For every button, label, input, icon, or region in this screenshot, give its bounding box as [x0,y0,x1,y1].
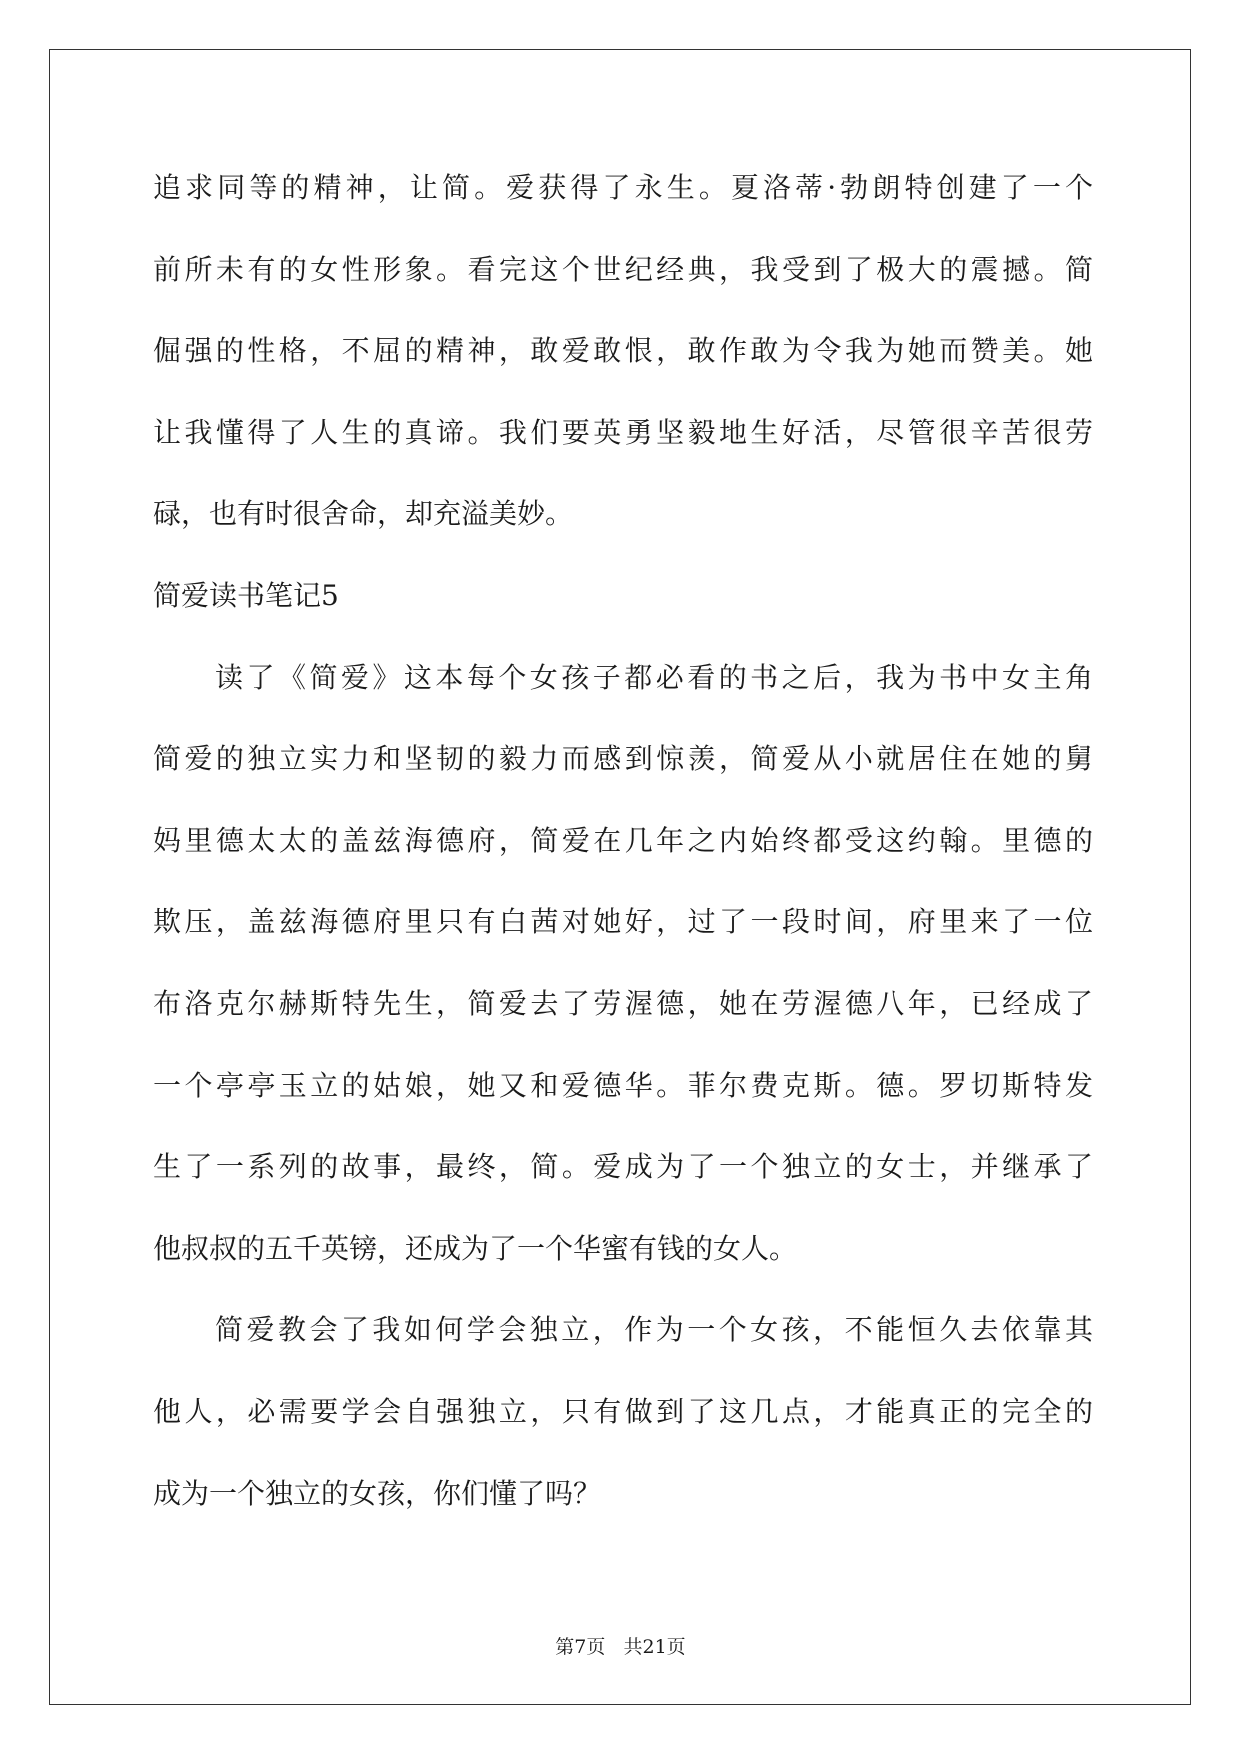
text-line: 读了《简爱》这本每个女孩子都必看的书之后，我为书中女主角 [215,660,1093,694]
text-line: 碌，也有时很舍命，却充溢美妙。 [153,497,574,531]
text-line: 让我懂得了人生的真谛。我们要英勇坚毅地生好活，尽管很辛苦很劳 [153,415,1093,449]
page-number-footer: 第7页 共21页 [555,1636,686,1658]
text-line: 生了一系列的故事，最终，简。爱成为了一个独立的女士，并继承了 [153,1150,1093,1184]
text-line: 简爱读书笔记5 [153,578,339,612]
text-line: 欺压，盖兹海德府里只有白茜对她好，过了一段时间，府里来了一位 [153,905,1093,939]
text-line: 他人，必需要学会自强独立，只有做到了这几点，才能真正的完全的 [153,1394,1093,1428]
text-line: 简爱的独立实力和坚韧的毅力而感到惊羡，简爱从小就居住在她的舅 [153,742,1093,776]
text-line: 他叔叔的五千英镑，还成为了一个华蜜有钱的女人。 [153,1231,798,1265]
text-line: 布洛克尔赫斯特先生，简爱去了劳渥德，她在劳渥德八年，已经成了 [153,986,1093,1020]
text-line: 一个亭亭玉立的姑娘，她又和爱德华。菲尔费克斯。德。罗切斯特发 [153,1068,1093,1102]
text-line: 简爱教会了我如何学会独立，作为一个女孩，不能恒久去依靠其 [215,1313,1093,1347]
text-line: 倔强的性格，不屈的精神，敢爱敢恨，敢作敢为令我为她而赞美。她 [153,334,1093,368]
text-line: 成为一个独立的女孩，你们懂了吗？ [153,1476,602,1510]
text-line: 追求同等的精神，让简。爱获得了永生。夏洛蒂·勃朗特创建了一个 [153,171,1093,204]
text-line: 妈里德太太的盖兹海德府，简爱在几年之内始终都受这约翰。里德的 [153,823,1093,857]
document-body [153,162,1093,1549]
text-line: 前所未有的女性形象。看完这个世纪经典，我受到了极大的震撼。简 [153,252,1093,286]
